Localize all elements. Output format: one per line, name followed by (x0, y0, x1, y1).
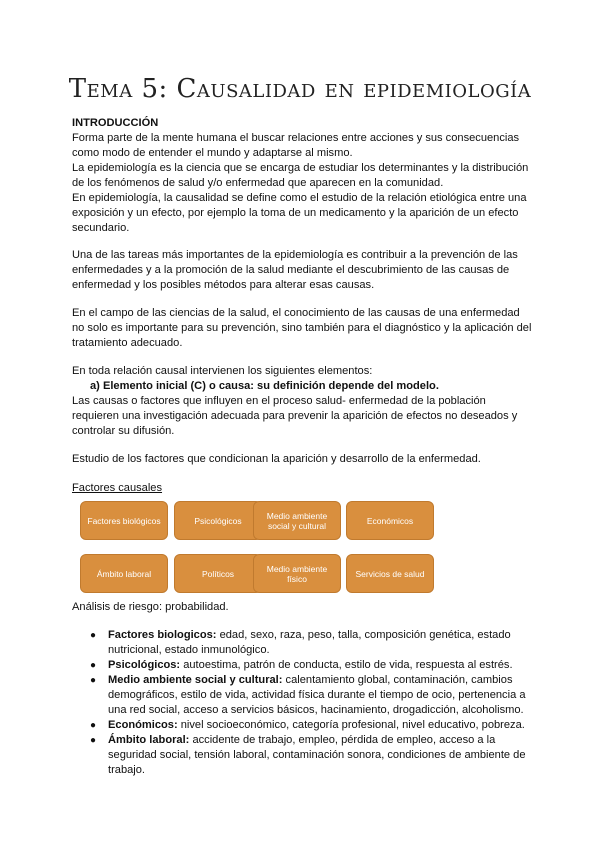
list-item (90, 718, 530, 733)
factores-heading-wrap (72, 481, 532, 496)
factor-box: Ámbito laboral (80, 554, 168, 593)
bullet-text: nivel socioeconómico, categoría profesional, nivel educativo, pobreza. (177, 719, 525, 731)
paragraph-text: En el campo de las ciencias de la salud, el conocimiento de las causas de una enfermedad no solo es importante para su prevención, sino también para el diagnóstico y la aplicación del tratamiento adecuado. (72, 307, 532, 349)
bullet-icon: ● (90, 675, 97, 686)
paragraph-text: Estudio de los factores que condicionan la aparición y desarrollo de la enfermedad. (72, 453, 481, 465)
intro-paragraph: En epidemiología, la causalidad se define como el estudio de la relación etiológica entre una exposición y un efecto, por ejemplo la toma de un medicamento y la aparición de un efecto secundario. (72, 192, 527, 234)
factor-box: Económicos (346, 501, 434, 540)
intro-paragraph: La epidemiología es la ciencia que se encarga de estudiar los determinantes y la distribución de los fenómenos de salud y/o enfermedad que aparecen en la comunidad. (72, 162, 529, 189)
intro-paragraph: Forma parte de la mente humana el buscar relaciones entre acciones y sus consecuencias como modo de entender el mundo y adaptarse al mismo. (72, 132, 520, 159)
section-heading-introduccion: INTRODUCCIÓN (72, 117, 159, 129)
list-item (90, 733, 530, 778)
bullet-term: Medio ambiente social y cultural: (108, 674, 283, 686)
factor-bullet-list (90, 628, 530, 778)
factores-diagram (80, 501, 425, 600)
intro-section (72, 116, 532, 236)
bullet-term: Psicológicos: (108, 659, 181, 671)
page-title: Tema 5: Causalidad en epidemiología (68, 74, 532, 104)
bullet-text: calentamiento global, contaminación, cambios demográficos, estilo de vida, actividad física durante el tiempo de ocio, pertenencia a una red social, acceso a servicios básicos, hacinamiento, drogadicción, alcoholismo. (108, 674, 526, 716)
paragraph-ciencias (72, 306, 532, 351)
caption-wrap (72, 600, 532, 615)
bullet-term: Económicos: (108, 719, 178, 731)
bullet-text: accidente de trabajo, empleo, pérdida de empleo, acceso a la seguridad social, tensión laboral, contaminación sonora, condiciones de ambiente de trabajo. (108, 734, 526, 776)
bullet-text: edad, sexo, raza, peso, talla, composición genética, estado nutricional, estado inmunológico. (108, 629, 511, 656)
factor-box: Políticos (174, 554, 262, 593)
list-item (90, 628, 530, 658)
bullet-term: Factores biologicos: (108, 629, 217, 641)
list-item (90, 658, 530, 673)
paragraph-elementos (72, 364, 532, 439)
bullet-term: Ámbito laboral: (108, 734, 190, 746)
factor-box: Factores biológicos (80, 501, 168, 540)
paragraph-text: En toda relación causal intervienen los siguientes elementos: (72, 365, 373, 377)
paragraph-text: Una de las tareas más importantes de la epidemiología es contribuir a la prevención de las enfermedades y a la promoción de la salud mediante el descubrimiento de las causas de enfermedad y los posibles métodos para alterar esas causas. (72, 249, 518, 291)
bullet-icon: ● (90, 630, 97, 641)
bullet-icon: ● (90, 720, 97, 731)
section-heading-factores: Factores causales (72, 482, 163, 494)
factor-box: Medio ambiente físico (253, 554, 341, 593)
factor-box: Medio ambiente social y cultural (253, 501, 341, 540)
risk-caption: Análisis de riesgo: probabilidad. (72, 601, 229, 613)
list-item-a: a) Elemento inicial (C) o causa: su definición depende del modelo. (90, 380, 439, 392)
factor-box: Psicológicos (174, 501, 262, 540)
bullet-text: autoestima, patrón de conducta, estilo de vida, respuesta al estrés. (180, 659, 513, 671)
paragraph-estudio (72, 452, 532, 467)
factor-box: Servicios de salud (346, 554, 434, 593)
paragraph-tareas (72, 248, 532, 293)
paragraph-text: Las causas o factores que influyen en el proceso salud- enfermedad de la población requieren una investigación adecuada para prevenir la aparición de efectos no deseados y controlar su difusión. (72, 395, 518, 437)
bullet-icon: ● (90, 735, 97, 746)
list-item (90, 673, 530, 718)
bullet-icon: ● (90, 660, 97, 671)
